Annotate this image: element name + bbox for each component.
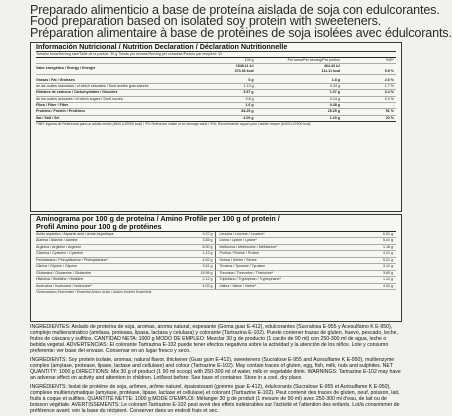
row-value-ri: - bbox=[342, 102, 396, 108]
aminogram-title: Aminograma por 100 g de proteína / Amino Profile per 100 g of protein / bbox=[36, 213, 280, 223]
ingredients-es bbox=[30, 324, 402, 354]
amino-label-right: Serina / Serine / Sérine bbox=[216, 257, 353, 264]
aminogram-box bbox=[30, 214, 402, 322]
row-value-ri: 5.5 % bbox=[342, 63, 396, 74]
amino-value-left: 9.37 g bbox=[173, 232, 216, 238]
row-value-100g: 6 g bbox=[194, 78, 255, 84]
row-value-100g: 1548.11 kJ 370.36 kcal bbox=[194, 63, 255, 74]
row-value-ri: 1.7 % bbox=[342, 84, 396, 90]
serving-size-line: Tamaño toma/Serving size/Taille de la portion: 30 g Tomas por envase/Serving per container/Portion par récipient: 33 bbox=[36, 52, 222, 57]
header-per-100g: 100 g bbox=[194, 58, 255, 64]
aminogram-row bbox=[36, 283, 396, 290]
row-value-serving: 0.24 g bbox=[256, 96, 342, 102]
amino-label-right: Treonina / Threonine / Thréonine* bbox=[216, 270, 353, 277]
row-label: Proteína / Protein / Protéines bbox=[36, 109, 194, 115]
row-value-serving: 1.20 g bbox=[256, 115, 342, 121]
amino-value-right: 5.41 g bbox=[353, 238, 396, 245]
amino-label-right: Valina / Valine / Valine* bbox=[216, 283, 353, 290]
amino-value-right: 5.21 g bbox=[353, 257, 396, 264]
row-value-100g: 84.25 g bbox=[194, 109, 255, 115]
amino-value-left: 15.95 g bbox=[173, 270, 216, 277]
nutrition-table-box bbox=[30, 42, 402, 212]
row-label: Sal / Salt / Sel bbox=[36, 115, 194, 121]
aminogram-table bbox=[36, 232, 396, 291]
nutrition-footnote: *%IR: Ingesta de Referencia para un adulto medio (8400 kJ/2000 kcal) / *RI: Reference intake of an average adult / *RA: Recommandé apport pour l'adulte moyen (8400 kJ/2000 kcal) bbox=[36, 121, 311, 126]
amino-value-right: 4.02 g bbox=[353, 283, 396, 290]
description-en: Food preparation based on isolated soy protein with sweeteners. bbox=[30, 14, 382, 29]
amino-label-left: Arginina / Arginine / Arginine bbox=[36, 244, 173, 251]
amino-label-left: Alanina / Alanine / Alanine bbox=[36, 238, 173, 245]
row-value-100g: 3.57 g bbox=[194, 90, 255, 96]
row-label: Fibra / Fiber / Fibre bbox=[36, 102, 194, 108]
nutrition-row-energy bbox=[36, 63, 396, 74]
row-label: Hidratos de carbono / Carbohydrates / Glucides bbox=[36, 90, 194, 96]
nutrition-row-salt bbox=[36, 115, 396, 121]
amino-label-right: Tirosina / Tyrosine / Tyrosine bbox=[216, 264, 353, 271]
row-value-100g: 0.8 g bbox=[194, 96, 255, 102]
amino-label-right: Prolina / Proline / Proline bbox=[216, 251, 353, 258]
row-label: Grasas / Fat / Graisses bbox=[36, 78, 194, 84]
description-es: Preparado alimenticio a base de proteína aislada de soja con edulcorantes. bbox=[30, 3, 440, 17]
row-value-ri: 51 % bbox=[342, 109, 396, 115]
amino-value-left: 2.12 g bbox=[173, 277, 216, 284]
ingredients-es-text: INGREDIENTES: Aislado de proteína de soja, aromas, aroma natural, espesante (Goma guar E-412), edulcorantes (Sucralosa E-955 y Acesulfamo K E-950), complejo multienzimático (amilasa, proteasa, lipasa, lactasa y celulasa) y colorante (Tartrazina E-102). Puede contener trazas de gluten, huevo, pescado, leche, frutos de cáscara y sulfitos. CANTIDAD NETA: 1000 g MODO DE EMPLEO: Mezclar 30 g de producto (1 cacito de 90 ml) con 250-300 ml de agua, leche o bebida vegetal. ADVERTENCIAS: El colorante Tartrazina E-102 puede tener efectos negativos sobre la actividad y la atención de los niños. Lote y consumo preferente: ver base del envase. Conservar en un lugar fresco y seco. bbox=[30, 323, 398, 355]
row-value-ri: 0.4 % bbox=[342, 90, 396, 96]
row-value-serving: 1.07 g bbox=[256, 90, 342, 96]
nutrition-table bbox=[36, 58, 396, 122]
amino-value-right: 4.21 g bbox=[353, 251, 396, 258]
product-description bbox=[30, 3, 452, 40]
row-value-ri: 2.6 % bbox=[342, 78, 396, 84]
ingredients-section bbox=[30, 324, 402, 414]
header-ri: %IR* bbox=[342, 58, 396, 64]
amino-label-left: Fenilalanina / Phenylalanine / Phénylalanine* bbox=[36, 257, 173, 264]
row-value-ri: 0.3 % bbox=[342, 96, 396, 102]
amino-label-right: Leucina / Leucine / Leucine* bbox=[216, 232, 353, 238]
ingredients-en-text: INGREDIENTS: Soy protein isolate, aromas, natural flavor, thickener (Guar gum E-412), sweeteners (Sucralose E-955 and Acesulfame K E-950), multienzyme complex (amylase, protease, lipase, lactase and cellulase) and colour (Tartrazine E-102). May contain traces of gluten, egg, fish, milk, nuts and sulphites. NET QUANTITY: 1000 g DIRECTIONS: Mix 30 g of product (1 90 ml scoop) with 250-300 ml of water, milk or vegetable drink. WARNINGS: Tartrazine E-102 may have an adverse effect on activity and attention in children. Lot/best before: See base of container. Store in a cool, dry place. bbox=[30, 356, 401, 382]
row-value-100g: 1.6 g bbox=[194, 102, 255, 108]
amino-value-right: 3.60 g bbox=[353, 270, 396, 277]
row-value-serving: 0.34 g bbox=[256, 84, 342, 90]
amino-value-right: 1.12 g bbox=[353, 277, 396, 284]
amino-value-left: 4.52 g bbox=[173, 257, 216, 264]
amino-value-left: 1.12 g bbox=[173, 251, 216, 258]
amino-label-left: Isoleucina / Isoleucine / Isoleucine* bbox=[36, 283, 173, 290]
amino-value-left: 3.51 g bbox=[173, 264, 216, 271]
row-value-serving: 1.8 g bbox=[256, 78, 342, 84]
amino-value-left: 4.02 g bbox=[173, 283, 216, 290]
amino-label-left: Ácido aspártico / Aspartic acid / Acide Aspartique bbox=[36, 232, 173, 238]
description-fr: Préparation alimentaire à base de protéines de soja isolées avec édulcorants. bbox=[30, 25, 452, 40]
amino-label-left: Cisteína / Cysteine / Cystéine bbox=[36, 251, 173, 258]
amino-label-left: Glicina / Glycine / Glycine bbox=[36, 264, 173, 271]
row-label: Valor energético / Energy / Energie bbox=[36, 63, 194, 74]
amino-value-left: 3.55 g bbox=[173, 238, 216, 245]
amino-value-right: 3.12 g bbox=[353, 264, 396, 271]
amino-label-left: Glutamina / Glutamine / Glutamine bbox=[36, 270, 173, 277]
row-value-100g: 4.00 g bbox=[194, 115, 255, 121]
row-value-100g: 1.13 g bbox=[194, 84, 255, 90]
row-label: de las cuales saturadas / of which saturates / Dont acides gras saturés bbox=[36, 84, 194, 90]
amino-label-right: Lisina / Lysine / Lysine* bbox=[216, 238, 353, 245]
ingredients-fr-text: INGRÉDIENTS: Isolat de protéine de soja, arômes, arôme naturel, épaississant (gomme guar E-412), édulcorants (Sucralose E-955 et Acésulfame K E-950), complexe multienzymatique (amylase, protéase, lipase, lactase et cellulase) et colorant (Tartrazine E-102). Peut contenir des traces de gluten, oeuf, poisson, lait, fruits à coque et sulfites. QUANTITÉ NETTE: 1000 g MODE D'EMPLOI: Mélanger 30 g de produit (1 mesure de 90 ml) avec 250-300 ml d'eau, de lait ou de boisson végétale. AVERTISSEMENTS: Le colorant Tartrazine E-102 peut avoir des effets indésirables sur l'activité et l'attention des enfants. Lot/à consommer de préférence avant: voir la base du récipient. Conserver dans un endroit frais et sec. bbox=[30, 383, 400, 415]
ingredients-en bbox=[30, 357, 402, 381]
amino-label-left: Histidina / Histidine / Histidine bbox=[36, 277, 173, 284]
nutrition-title: Información Nutricional / Nutrition Declaration / Déclaration Nutritionnelle bbox=[36, 41, 288, 51]
row-value-serving: 464.43 kJ 111.11 kcal bbox=[256, 63, 342, 74]
row-value-ri: 20 % bbox=[342, 115, 396, 121]
amino-value-left: 6.00 g bbox=[173, 244, 216, 251]
aminogram-title-fr: Profil Amino pour 100 g de protéines bbox=[36, 221, 162, 231]
amino-label-right: Triptófano / Tryptophan / Tryptophane* bbox=[216, 277, 353, 284]
amino-value-right: 1.18 g bbox=[353, 244, 396, 251]
ingredients-fr bbox=[30, 384, 402, 414]
row-value-serving: 25.25 g bbox=[256, 109, 342, 115]
header-per-serving: Por toma/Per serving/Par portion bbox=[256, 58, 342, 64]
row-value-serving: 0.48 g bbox=[256, 102, 342, 108]
aminogram-footnote: *Aminoácidos Esenciales / Essential Amino Acids / Acides Aminés Essentiels bbox=[36, 290, 152, 295]
row-label: de los cuales azúcares / of which sugars / Dont sucres bbox=[36, 96, 194, 102]
amino-label-right: Metionina / Methionine / Méthionine* bbox=[216, 244, 353, 251]
amino-value-right: 6.51 g bbox=[353, 232, 396, 238]
